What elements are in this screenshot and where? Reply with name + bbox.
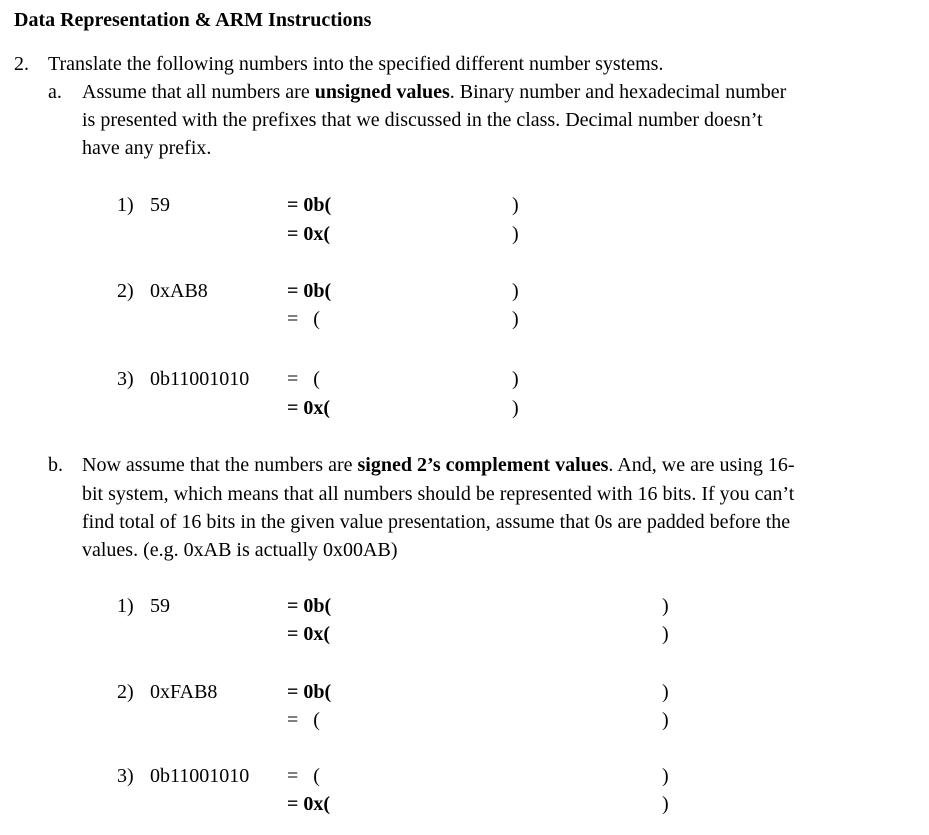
part-b-item-2-row1: = 0b( (287, 681, 332, 703)
part-b-item-1-value: 59 (150, 595, 170, 617)
part-b-item-3-row2: = 0x( (287, 793, 331, 815)
part-a-item-1-row2: = 0x( (287, 223, 331, 245)
question-number: 2. (14, 53, 29, 75)
close-paren: ) (512, 397, 519, 419)
part-b-item-1-row1: = 0b( (287, 595, 332, 617)
question-text: Translate the following numbers into the specified different number systems. (48, 53, 664, 75)
part-a-line1-bold: unsigned values (314, 81, 450, 103)
part-a-item-2-row2: = ( (287, 308, 320, 330)
close-paren: ) (662, 793, 669, 815)
part-b-item-2-number: 2) (117, 681, 134, 703)
close-paren: ) (662, 681, 669, 703)
part-b-line2: bit system, which means that all numbers should be represented with 16 bits. If you can’t (82, 483, 795, 505)
part-b-line1-pre: Now assume that the numbers are (82, 454, 358, 476)
part-b-item-3-value: 0b11001010 (150, 765, 250, 787)
part-b-item-3-row1: = ( (287, 765, 320, 787)
close-paren: ) (512, 223, 519, 245)
part-a-item-2-row1: = 0b( (287, 280, 332, 302)
part-a-item-1-number: 1) (117, 194, 134, 216)
part-a-line1-pre: Assume that all numbers are (82, 81, 315, 103)
part-b-item-1-row2: = 0x( (287, 623, 331, 645)
part-a-marker: a. (48, 81, 62, 103)
part-a-item-2-value: 0xAB8 (150, 280, 208, 302)
close-paren: ) (662, 765, 669, 787)
part-b-item-1-number: 1) (117, 595, 134, 617)
part-a-item-3-row2: = 0x( (287, 397, 331, 419)
part-b-line4: values. (e.g. 0xAB is actually 0x00AB) (82, 539, 398, 561)
close-paren: ) (662, 709, 669, 731)
part-a-line2: is presented with the prefixes that we discussed in the class. Decimal number doesn’t (82, 109, 763, 131)
part-a-line1 (82, 78, 786, 106)
part-a-item-3-row1: = ( (287, 368, 320, 390)
close-paren: ) (512, 308, 519, 330)
part-b-item-2-row2: = ( (287, 709, 320, 731)
close-paren: ) (662, 595, 669, 617)
close-paren: ) (662, 623, 669, 645)
part-b-line1-bold: signed 2’s complement values (357, 454, 609, 476)
part-b-line1 (82, 451, 794, 479)
part-b-item-3-number: 3) (117, 765, 134, 787)
part-b-line3: find total of 16 bits in the given value presentation, assume that 0s are padded before the (82, 511, 791, 533)
part-b-item-2-value: 0xFAB8 (150, 681, 218, 703)
part-a-line3: have any prefix. (82, 137, 212, 159)
part-a-item-3-number: 3) (117, 368, 134, 390)
page-title: Data Representation & ARM Instructions (14, 9, 372, 31)
part-a-item-1-row1: = 0b( (287, 194, 332, 216)
part-b-marker: b. (48, 454, 63, 476)
part-a-line1-post: . Binary number and hexadecimal number (449, 81, 787, 103)
close-paren: ) (512, 368, 519, 390)
part-a-item-3-value: 0b11001010 (150, 368, 250, 390)
close-paren: ) (512, 280, 519, 302)
close-paren: ) (512, 194, 519, 216)
part-a-item-1-value: 59 (150, 194, 170, 216)
part-a-item-2-number: 2) (117, 280, 134, 302)
part-b-line1-post: . And, we are using 16- (608, 454, 795, 476)
